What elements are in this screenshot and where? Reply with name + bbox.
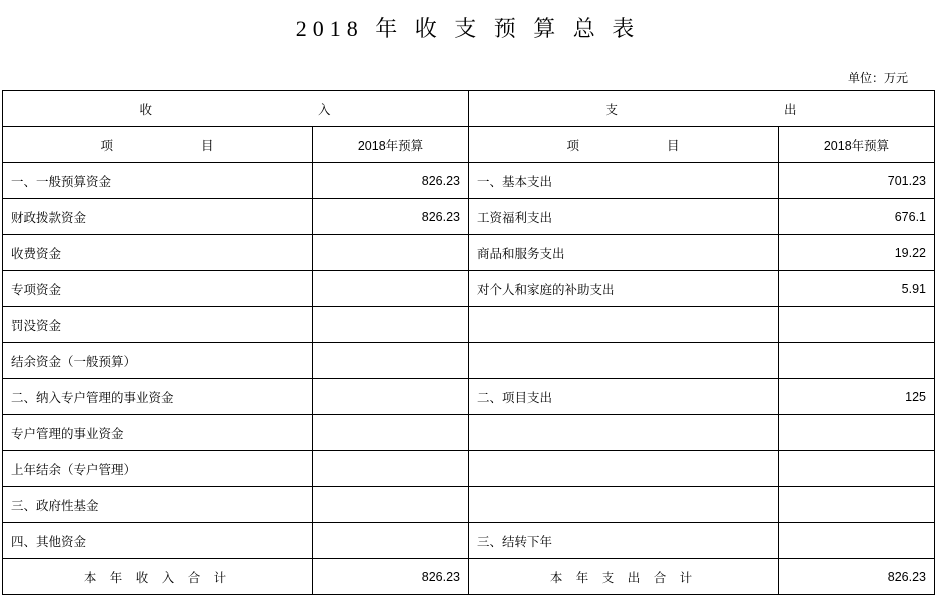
expense-label-cell	[469, 415, 779, 451]
table-row	[3, 235, 935, 271]
expense-label-cell: 商品和服务支出	[469, 235, 779, 271]
table-row	[3, 199, 935, 235]
income-section-header	[3, 91, 469, 127]
income-item-right: 目	[200, 138, 215, 153]
income-label-cell: 上年结余（专户管理）	[3, 451, 313, 487]
expense-label-cell: 二、项目支出	[469, 379, 779, 415]
table-row	[3, 487, 935, 523]
expense-section-header	[469, 91, 935, 127]
income-value-cell	[313, 415, 469, 451]
income-value-cell	[313, 271, 469, 307]
income-value-cell	[313, 379, 469, 415]
income-value-cell	[313, 307, 469, 343]
income-label-cell: 罚没资金	[3, 307, 313, 343]
total-row	[3, 559, 935, 595]
expense-value-cell	[779, 451, 935, 487]
expense-value-cell	[779, 487, 935, 523]
income-section-left: 收	[139, 102, 153, 117]
expense-label-cell	[469, 343, 779, 379]
income-label-cell: 专项资金	[3, 271, 313, 307]
table-row	[3, 163, 935, 199]
income-item-header	[3, 127, 313, 163]
expense-value-cell: 5.91	[779, 271, 935, 307]
expense-value-cell: 19.22	[779, 235, 935, 271]
table-row	[3, 271, 935, 307]
expense-value-cell	[779, 343, 935, 379]
income-label-cell: 专户管理的事业资金	[3, 415, 313, 451]
expense-label-cell	[469, 451, 779, 487]
expense-label-cell: 三、结转下年	[469, 523, 779, 559]
income-value-cell	[313, 235, 469, 271]
income-value-cell	[313, 487, 469, 523]
expense-label-cell: 一、基本支出	[469, 163, 779, 199]
expense-total-value: 826.23	[779, 559, 935, 595]
expense-section-right: 出	[783, 102, 798, 117]
budget-report-page	[0, 12, 936, 590]
expense-total-label: 本 年 支 出 合 计	[469, 559, 779, 595]
expense-label-cell	[469, 487, 779, 523]
income-value-cell	[313, 523, 469, 559]
expense-value-cell	[779, 415, 935, 451]
income-value-cell: 826.23	[313, 199, 469, 235]
expense-value-cell: 125	[779, 379, 935, 415]
income-total-value: 826.23	[313, 559, 469, 595]
income-section-right: 入	[317, 102, 332, 117]
column-header-row	[3, 127, 935, 163]
budget-table-body	[3, 91, 935, 595]
unit-note: 单位：万元	[847, 71, 908, 85]
income-label-cell: 收费资金	[3, 235, 313, 271]
income-label-cell: 财政拨款资金	[3, 199, 313, 235]
expense-item-header	[469, 127, 779, 163]
income-label-cell: 结余资金（一般预算）	[3, 343, 313, 379]
page-title: 2018 年 收 支 预 算 总 表	[295, 16, 641, 41]
budget-table	[2, 90, 935, 595]
section-header-row	[3, 91, 935, 127]
income-value-cell	[313, 451, 469, 487]
income-value-cell: 826.23	[313, 163, 469, 199]
expense-label-cell: 对个人和家庭的补助支出	[469, 271, 779, 307]
expense-label-cell: 工资福利支出	[469, 199, 779, 235]
income-item-left: 项	[100, 138, 114, 153]
expense-value-cell	[779, 523, 935, 559]
income-total-label: 本 年 收 入 合 计	[3, 559, 313, 595]
expense-item-left: 项	[566, 138, 580, 153]
income-label-cell: 一、一般预算资金	[3, 163, 313, 199]
expense-value-cell	[779, 307, 935, 343]
table-row	[3, 343, 935, 379]
income-label-cell: 三、政府性基金	[3, 487, 313, 523]
income-budget-header: 2018年预算	[313, 127, 469, 163]
expense-value-cell: 701.23	[779, 163, 935, 199]
income-label-cell: 二、纳入专户管理的事业资金	[3, 379, 313, 415]
expense-item-right: 目	[666, 138, 681, 153]
table-row	[3, 523, 935, 559]
table-row	[3, 451, 935, 487]
table-row	[3, 307, 935, 343]
expense-budget-header: 2018年预算	[779, 127, 935, 163]
income-value-cell	[313, 343, 469, 379]
expense-value-cell: 676.1	[779, 199, 935, 235]
table-row	[3, 379, 935, 415]
expense-label-cell	[469, 307, 779, 343]
expense-section-left: 支	[605, 102, 619, 117]
table-row	[3, 415, 935, 451]
income-label-cell: 四、其他资金	[3, 523, 313, 559]
